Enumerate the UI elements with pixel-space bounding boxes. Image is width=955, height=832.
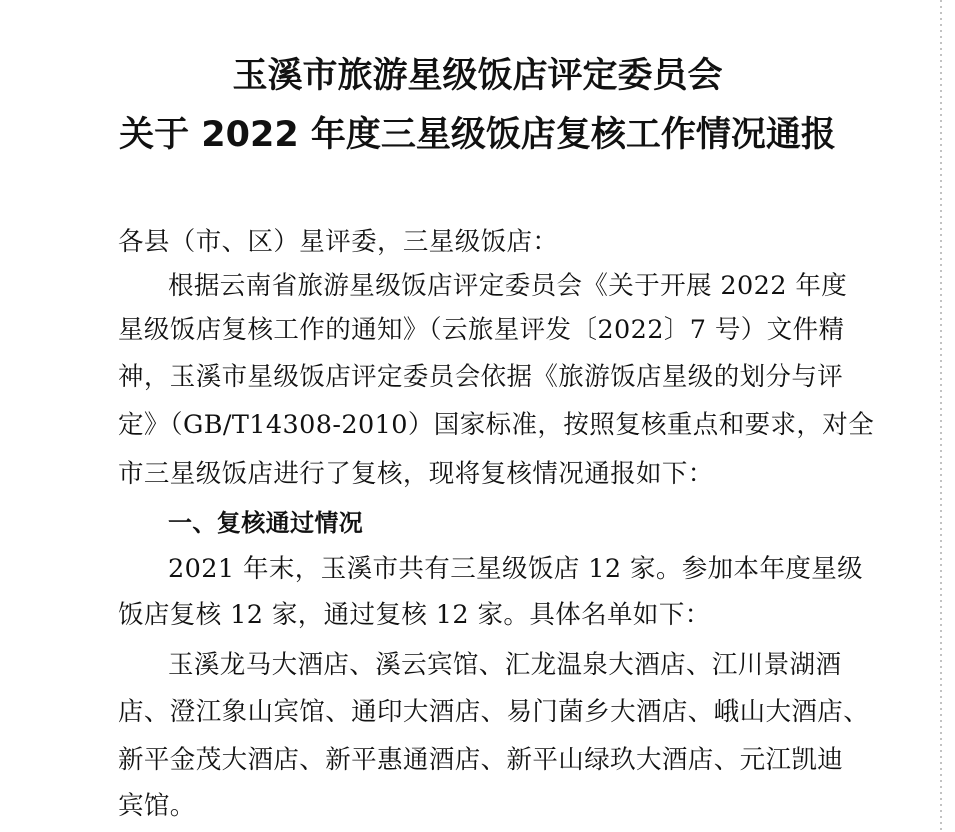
document-title-line-2: 关于 2022 年度三星级饭店复核工作情况通报: [119, 115, 836, 155]
hotel-list-line-2: 店、澄江象山宾馆、通印大酒店、易门菌乡大酒店、峨山大酒店、: [118, 697, 870, 727]
paragraph-1-line-1: 根据云南省旅游星级饭店评定委员会《关于开展 2022 年度: [168, 271, 848, 301]
salutation: 各县（市、区）星评委，三星级饭店：: [118, 227, 559, 257]
hotel-list-line-3: 新平金茂大酒店、新平惠通酒店、新平山绿玖大酒店、元江凯迪: [118, 745, 844, 775]
hotel-list-line-1: 玉溪龙马大酒店、溪云宾馆、汇龙温泉大酒店、江川景湖酒: [168, 650, 842, 680]
paragraph-1-line-2: 星级饭店复核工作的通知》（云旅星评发〔2022〕7 号）文件精: [118, 315, 845, 345]
document-title-line-1: 玉溪市旅游星级饭店评定委员会: [232, 56, 723, 96]
paragraph-2-line-1: 2021 年末，玉溪市共有三星级饭店 12 家。参加本年度星级: [168, 554, 864, 584]
paragraph-1-line-3: 神，玉溪市星级饭店评定委员会依据《旅游饭店星级的划分与评: [118, 362, 844, 392]
hotel-list-line-4: 宾馆。: [118, 791, 196, 821]
paragraph-1-line-4: 定》（GB/T14308-2010）国家标准，按照复核重点和要求，对全: [118, 410, 875, 440]
paragraph-2-line-2: 饭店复核 12 家，通过复核 12 家。具体名单如下：: [118, 600, 711, 630]
paragraph-1-line-5: 市三星级饭店进行了复核，现将复核情况通报如下：: [118, 459, 714, 489]
section-1-heading: 一、复核通过情况: [168, 509, 364, 537]
